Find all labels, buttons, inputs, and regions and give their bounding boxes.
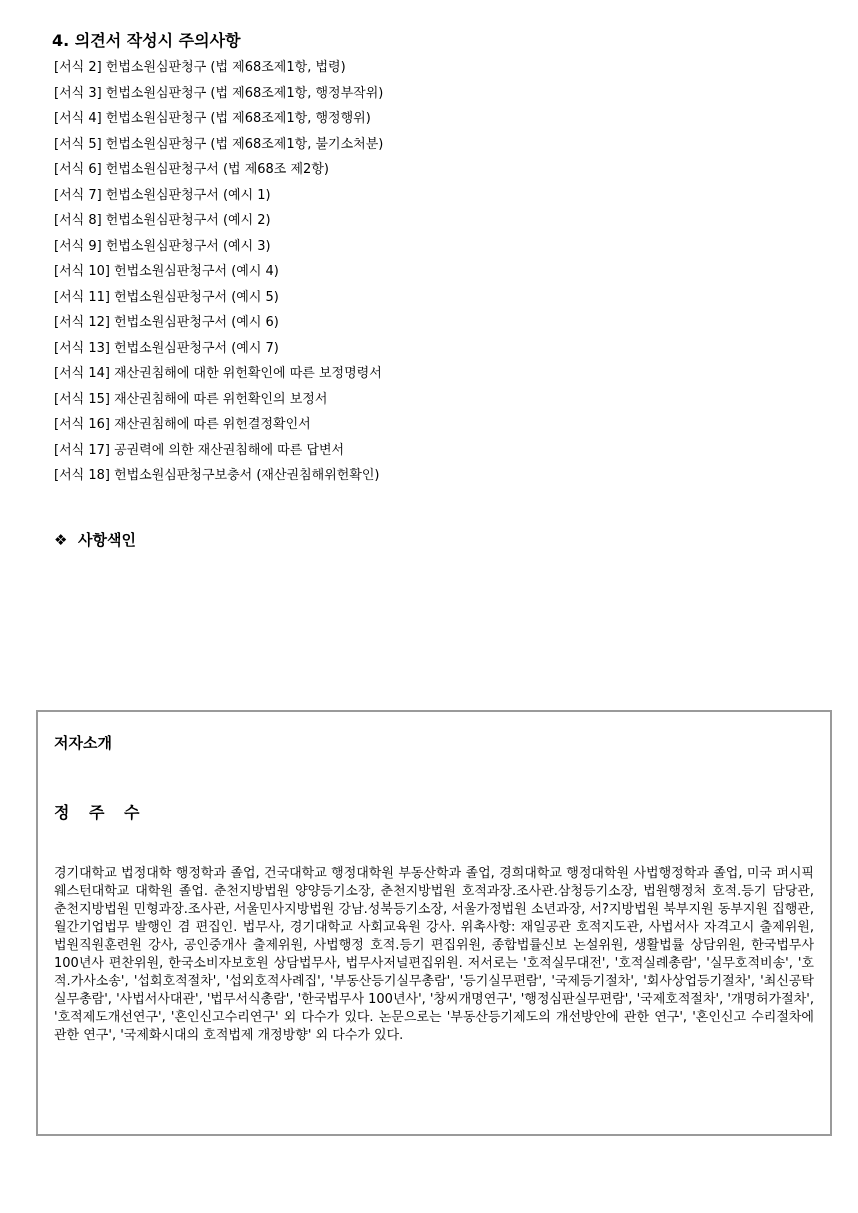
form-list-item: [서식 4] 헌법소원심판청구 (법 제68조제1항, 행정행위) — [54, 111, 371, 126]
form-list-item: [서식 16] 재산권침해에 따른 위헌결정확인서 — [54, 417, 311, 432]
diamond-bullet-icon: ❖ — [54, 531, 68, 549]
form-list-item: [서식 10] 헌법소원심판청구서 (예시 4) — [54, 264, 279, 279]
form-list-item: [서식 11] 헌법소원심판청구서 (예시 5) — [54, 289, 279, 305]
form-list-item: [서식 7] 헌법소원심판청구서 (예시 1) — [54, 187, 271, 203]
form-list-item: [서식 3] 헌법소원심판청구 (법 제68조제1항, 행정부작위) — [54, 85, 384, 101]
form-list-item: [서식 8] 헌법소원심판청구서 (예시 2) — [54, 213, 271, 228]
form-list-item: [서식 17] 공권력에 의한 재산권침해에 따른 답변서 — [54, 442, 345, 458]
form-list-item: [서식 12] 헌법소원심판청구서 (예시 6) — [54, 315, 279, 330]
form-list-item: [서식 18] 헌법소원심판청구보충서 (재산권침해위헌확인) — [54, 468, 380, 483]
section-heading: 4. 의견서 작성시 주의사항 — [52, 31, 241, 50]
form-list-item: [서식 2] 헌법소원심판청구 (법 제68조제1항, 법령) — [54, 60, 346, 75]
author-bio: 경기대학교 법정대학 행정학과 졸업, 건국대학교 행정대학원 부동산학과 졸업, 경희대학교 행정대학원 사법행정학과 졸업, 미국 퍼시픽웨스턴대학교 대학원 졸업. 춘천지방법원 양양등기소장, 춘천지방법원 호적과장.조사관.삼청등기소장, 법원행정처 호적.등기 담당관, 춘천지방법원 민형과장.조사관, 서울민사지방법원 강남.성북등기소장, 서울가정법원 소년과장, 서?지방법원 북부지원 동부지원 집행관, 월간기업법무 발행인 겸 편집인. 법무사, 경기대학교 사회교육원 강사. 위촉사항: 재일공관 호적지도관, 사법서사 자격고시 출제위원, 법원직원훈련원 강사, 공인중개사 출제위원, 사법행정 호적.등기 편집위원, 종합법률신보 논설위원, 생활법률 상담위원, 한국법무사 100년사 편찬위원, 한국소비자보호원 상담법무사, 법무사저널편집위원. 저서로는 '호적실무대전', '호적실례총람', '실무호적비송', '호적.가사소송', '섭회호적절차', '섭외호적사례집', '부동산등기실무총람', '등기실무편람', '국제등기절차', '회사상업등기절차', '최신공탁실무총람', '사법서사대관', '법무서식총람', '한국법무사 100년사', '창씨개명연구', '행정심판실무편람', '국제호적절차', '개명허가절차', '호적제도개선연구', '혼인신고수리연구' 외 다수가 있다. 논문으로는 '부동산등기제도의 개선방안에 관한 연구', '혼인신고 수리절차에 관한 연구', '국제화시대의 호적법제 개정방향' 외 다수가 있다. — [54, 866, 814, 1043]
form-list-item: [서식 5] 헌법소원심판청구 (법 제68조제1항, 불기소처분) — [54, 136, 384, 152]
form-list-item: [서식 15] 재산권침해에 따른 위헌확인의 보정서 — [54, 391, 328, 407]
form-list-item: [서식 14] 재산권침해에 대한 위헌확인에 따른 보정명령서 — [54, 366, 382, 381]
index-title — [54, 529, 136, 550]
form-list-item: [서식 9] 헌법소원심판청구서 (예시 3) — [54, 238, 271, 254]
author-heading: 저자소개 — [54, 734, 112, 752]
author-name: 정 주 수 — [54, 803, 147, 822]
form-list-item: [서식 6] 헌법소원심판청구서 (법 제68조 제2항) — [54, 162, 329, 177]
author-box — [36, 710, 832, 1136]
form-list — [54, 55, 383, 489]
form-list-item: [서식 13] 헌법소원심판청구서 (예시 7) — [54, 340, 279, 356]
index-title-label: 사항색인 — [78, 531, 136, 549]
